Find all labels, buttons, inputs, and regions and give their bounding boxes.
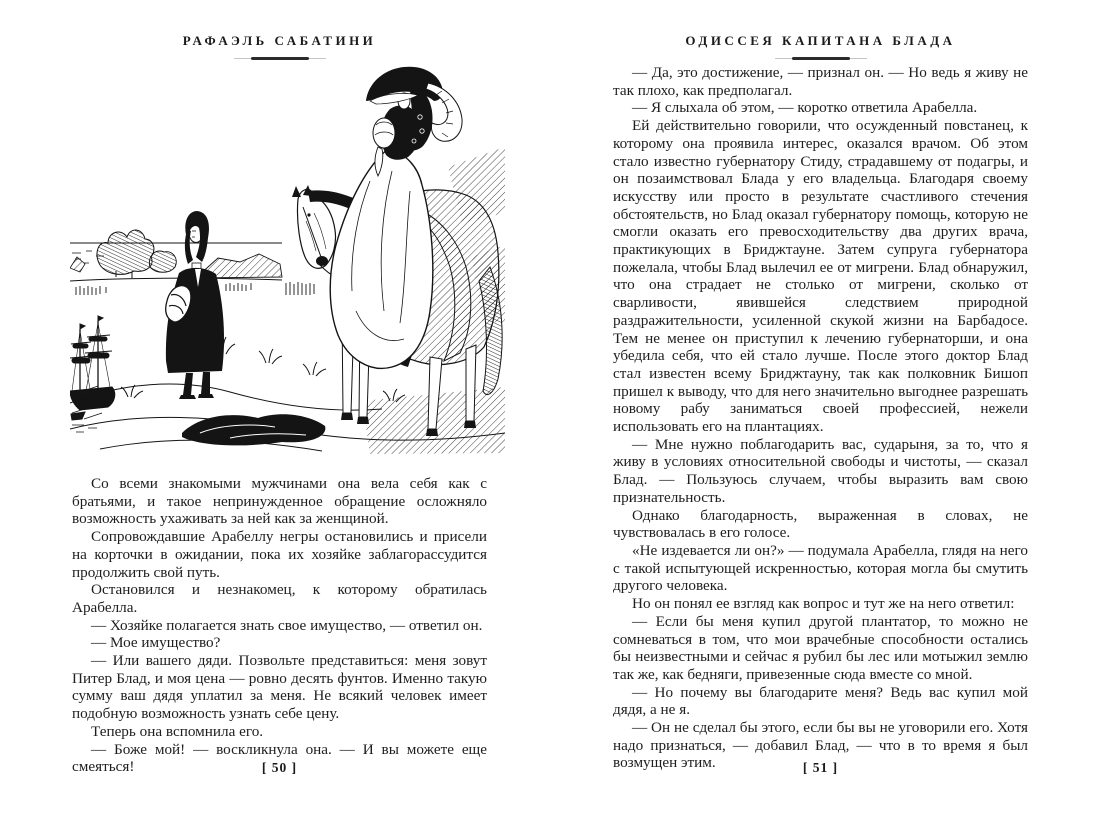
paragraph: Со всеми знакомыми мужчинами она вела себя как с братьями, и такое непринужденное обращение осложняло возможность ухаживать за ней как за женщиной. (72, 475, 487, 528)
far-rock (70, 257, 85, 272)
running-head-right: ОДИССЕЯ КАПИТАНА БЛАДА (685, 33, 956, 48)
paragraph: — Он не сделал бы этого, если бы вы не уговорили его. Хотя надо признаться, — добавил Блад, — что в то время я был возмущен этим. (613, 719, 1028, 772)
paragraph: Сопровождавшие Арабеллу негры остановились и присели на корточки в ожидании, пока их хозяйке заблагорассудится продолжить свой путь. (72, 528, 487, 581)
page-number-right: [ 51 ] (802, 760, 839, 775)
paragraph: Однако благодарность, выраженная в словах, не чувствовалась в его голосе. (613, 506, 1028, 542)
text-column-right (613, 64, 1028, 772)
paragraph: Но он понял ее взгляд как вопрос и тут же на него ответил: (632, 595, 1015, 613)
paragraph: — Боже мой! — воскликнула она. — И вы можете еще смеяться! (72, 740, 487, 776)
left-page (72, 33, 487, 793)
paragraph: — Но почему вы благодарите меня? Ведь вас купил мой дядя, а не я. (613, 683, 1028, 719)
sailing-ship (70, 316, 115, 432)
paragraph: Остановился и незнакомец, к которому обратилась Арабелла. (72, 581, 487, 616)
paragraph: — Я слыхала об этом, — коротко ответила Арабелла. (632, 99, 978, 117)
paragraph: Теперь она вспомнила его. (91, 722, 264, 740)
paragraph: — Если бы меня купил другой плантатор, то можно не сомневаться в том, что мои врачебные способности остались бы неизвестными и сейчас я рубил бы лес или мотыжил землю так же, как бедняги, привезенные сюда вместе со мной. (613, 612, 1028, 683)
paragraph: — Хозяйке полагается знать свое имущество, — ответил он. (91, 616, 483, 634)
running-head-left: РАФАЭЛЬ САБАТИНИ (182, 33, 377, 48)
paragraph: — Мне нужно поблагодарить вас, сударыня, за то, что я живу в условиях относительной свободы и чистоты, — сказал Блад. — Пользуюсь случаем, чтобы выразить вам свою признательность. (613, 435, 1028, 506)
header-rule (234, 58, 326, 59)
paragraph: — Или вашего дяди. Позвольте представиться: меня зовут Питер Блад, и моя цена — ровно десять фунтов. Именно такую сумму ваш дядя уплатил за меня. Не всякий человек имеет подобную возможность узнать себе цену. (72, 652, 487, 723)
right-page (613, 33, 1028, 793)
paragraph: «Не издевается ли он?» — подумала Арабелла, глядя на него с такой испытующей искренностью, которая могла бы смутить другого человека. (613, 541, 1028, 595)
text-column-left (72, 475, 487, 776)
standing-man (166, 211, 224, 399)
paragraph: Ей действительно говорили, что осужденный повстанец, к которому она проявила интерес, оказался врачом. Об этом стало известно губернатору Стиду, страдавшему от подагры, и он позаимствовал Блада у его владельца. Благодаря своему искусству или просто в результате счастливого стечения обстоятельств, но Блад оказал губернатору помощь, которую не смогли оказать его превосходительству два других врача, практикующих в Бриджтауне. Затем супруга губернатора пожелала, чтобы Блад вылечил ее от мигрени. Блад обнаружил, что она страдает не столько от мигрени, сколько от сварливости, явившейся следствием природной раздражительности, усиленной скукой жизни на Барбадосе. Тем не менее он приступил к лечению губернаторши, и она убедила себя, что ей стало лучше. После этого доктор Блад стал известен всему Бриджтауну, так как полковник Бишоп пришел к выводу, что для него значительно выгоднее разрешать новому рабу заниматься своей профессией, нежели использовать его на плантациях. (613, 117, 1028, 436)
bushes (97, 230, 176, 278)
paragraph: — Да, это достижение, — признал он. — Но ведь я живу не так плохо, как предполагал. (613, 64, 1028, 99)
page-number-left: [ 50 ] (261, 760, 298, 775)
header-rule (775, 58, 867, 59)
paragraph: — Мое имущество? (91, 634, 221, 652)
book-illustration (70, 61, 505, 456)
